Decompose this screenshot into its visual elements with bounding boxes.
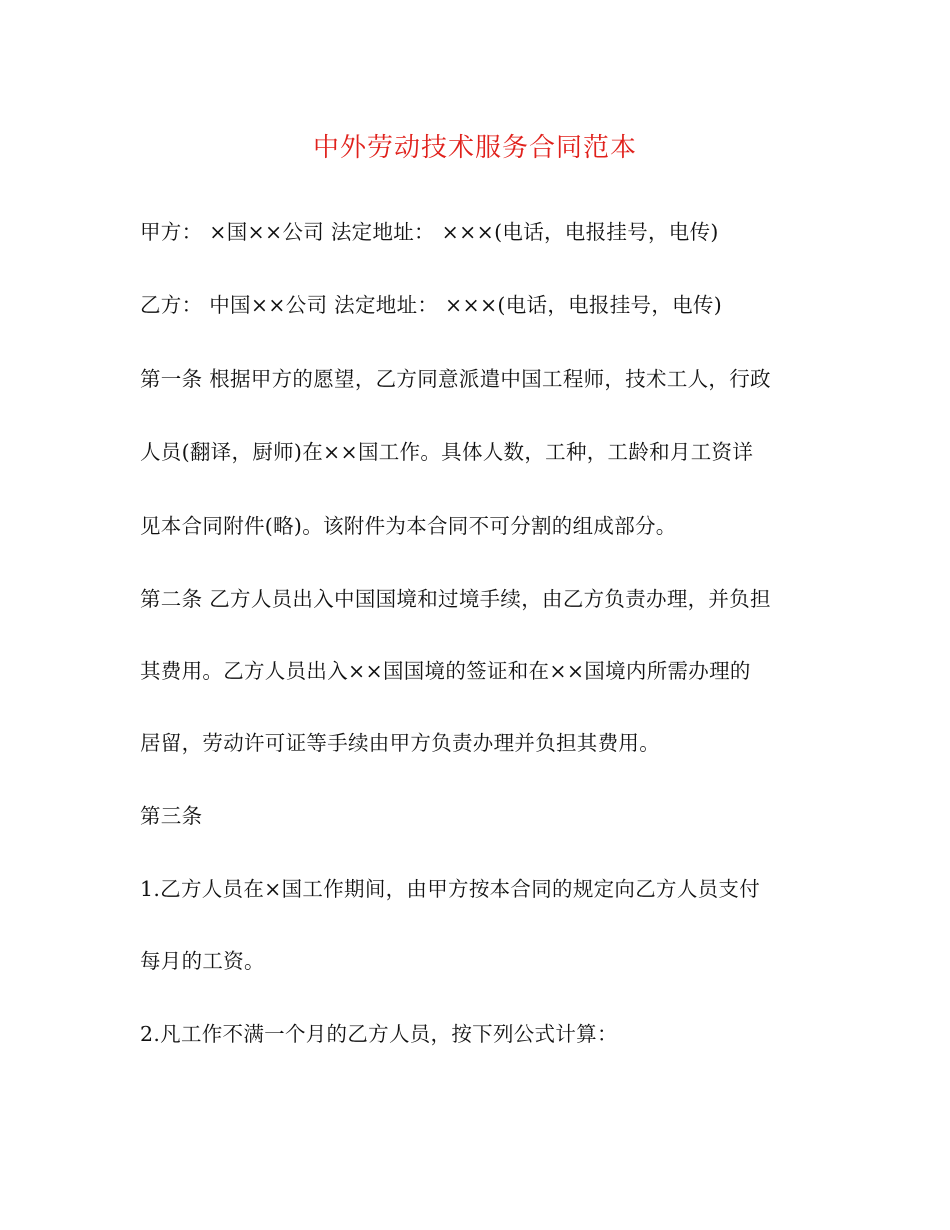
party-a-line: 甲方： ×国××公司 法定地址： ×××(电话，电报挂号，电传) [140,220,719,244]
document-title: 中外劳动技术服务合同范本 [312,133,637,163]
article-2-line-2: 其费用。乙方人员出入××国国境的签证和在××国境内所需办理的 [140,659,751,683]
article-1-line-3: 见本合同附件(略)。该附件为本合同不可分割的组成部分。 [140,514,677,538]
party-b-line: 乙方： 中国××公司 法定地址： ×××(电话，电报挂号，电传) [140,293,723,317]
article-1-line-2: 人员(翻译，厨师)在××国工作。具体人数，工种，工龄和月工资详 [140,440,754,464]
article-2-line-1: 第二条 乙方人员出入中国国境和过境手续，由乙方负责办理，并负担 [140,587,771,611]
article-2-line-3: 居留，劳动许可证等手续由甲方负责办理并负担其费用。 [140,731,660,755]
article-3-item-1-line-2: 每月的工资。 [140,949,265,973]
article-3-heading: 第三条 [140,804,203,828]
article-1-line-1: 第一条 根据甲方的愿望，乙方同意派遣中国工程师，技术工人，行政 [140,367,771,391]
article-3-item-1-line-1: 1.乙方人员在×国工作期间，由甲方按本合同的规定向乙方人员支付 [140,877,761,901]
article-3-item-2-line-1: 2.凡工作不满一个月的乙方人员，按下列公式计算： [140,1022,618,1046]
